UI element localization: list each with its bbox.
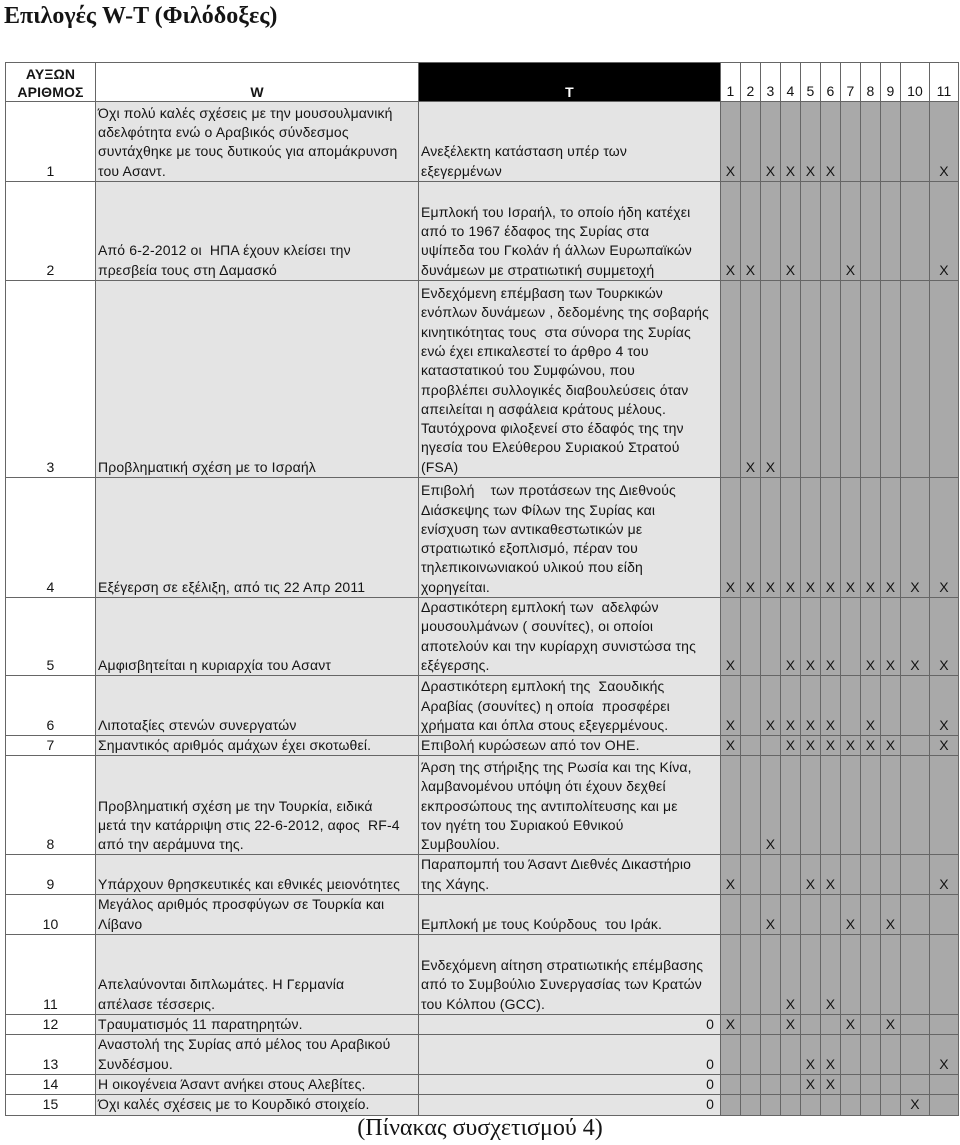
mark-cell [930,935,959,1015]
mark-cell: X [781,736,801,756]
mark-cell: X [930,102,959,182]
mark-cell: X [881,895,901,935]
mark-cell: X [821,676,841,736]
mark-cell [781,895,801,935]
mark-cell: X [801,736,821,756]
w-cell: Όχι πολύ καλές σχέσεις με την μουσουλμανική αδελφότητα ενώ ο Αραβικός σύνδεσμος συντάχθηκε με τους δυτικούς για απομάκρυνση του Ασαντ. [96,102,419,182]
mark-cell [741,935,761,1015]
t-cell: 0 [419,1074,721,1094]
table-row [6,1015,959,1035]
mark-cell: X [721,736,741,756]
mark-cell: X [721,855,741,895]
mark-cell [930,1015,959,1035]
t-cell: Ανεξέλεκτη κατάσταση υπέρ των εξεγερμένων [419,102,721,182]
mark-cell [781,1035,801,1075]
mark-cell [781,756,801,855]
header-index: ΑΥΞΩΝ ΑΡΙΘΜΟΣ [6,63,96,102]
mark-cell [861,1074,881,1094]
mark-cell [901,1035,930,1075]
mark-cell [741,102,761,182]
mark-cell [901,1015,930,1035]
mark-cell [861,102,881,182]
mark-cell: X [801,855,821,895]
mark-cell: X [821,855,841,895]
mark-cell: X [801,676,821,736]
t-cell: Εμπλοκή με τους Κούρδους του Ιράκ. [419,895,721,935]
mark-cell [881,676,901,736]
row-number-cell: 3 [6,281,96,478]
mark-cell: X [930,676,959,736]
mark-cell [761,1035,781,1075]
mark-cell: X [801,102,821,182]
mark-cell: X [721,1015,741,1035]
mark-cell [841,756,861,855]
mark-cell [721,935,741,1015]
mark-cell: X [841,895,861,935]
mark-cell: X [781,598,801,676]
mark-cell [901,756,930,855]
mark-cell [741,756,761,855]
mark-cell: X [821,935,841,1015]
header-col-10: 10 [901,63,930,102]
mark-cell [901,676,930,736]
header-col-11: 11 [930,63,959,102]
mark-cell [930,756,959,855]
table-row [6,676,959,736]
mark-cell [901,102,930,182]
mark-cell: X [761,756,781,855]
mark-cell [761,736,781,756]
mark-cell: X [930,182,959,281]
t-cell: Δραστικότερη εμπλοκή της Σαουδικής Αραβίας (σουνίτες) η οποία προσφέρει χρήματα και όπλα στους εξεγερμένους. [419,676,721,736]
t-cell: Επιβολή των προτάσεων της Διεθνούς Διάσκεψης των Φίλων της Συρίας και ενίσχυση των αντικαθεστωτικών με στρατιωτικό εξοπλισμό, πέραν του τηλεπικοινωνιακού υλικού που είδη χορηγείται. [419,478,721,598]
mark-cell [761,182,781,281]
row-number-cell: 12 [6,1015,96,1035]
mark-cell: X [930,598,959,676]
header-col-6: 6 [821,63,841,102]
mark-cell [801,1095,821,1115]
mark-cell: X [930,478,959,598]
mark-cell [881,1074,901,1094]
mark-cell [901,935,930,1015]
mark-cell [861,281,881,478]
mark-cell [781,855,801,895]
mark-cell [761,1015,781,1035]
table-row [6,756,959,855]
mark-cell: X [881,1015,901,1035]
header-col-7: 7 [841,63,861,102]
w-cell: Απελαύνονται διπλωμάτες. Η Γερμανία απέλασε τέσσερις. [96,935,419,1015]
mark-cell [841,1035,861,1075]
t-cell: 0 [419,1095,721,1115]
mark-cell [841,1095,861,1115]
header-t: T [419,63,721,102]
mark-cell [841,676,861,736]
t-cell: Ενδεχόμενη αίτηση στρατιωτικής επέμβασης από το Συμβούλιο Συνεργασίας των Κρατών του Κόλπου (GCC). [419,935,721,1015]
mark-cell [901,895,930,935]
mark-cell: X [861,736,881,756]
header-col-2: 2 [741,63,761,102]
mark-cell [841,598,861,676]
w-cell: Υπάρχουν θρησκευτικές και εθνικές μειονότητες [96,855,419,895]
row-number-cell: 14 [6,1074,96,1094]
mark-cell [821,1015,841,1035]
mark-cell [861,182,881,281]
mark-cell: X [861,478,881,598]
mark-cell: X [881,598,901,676]
mark-cell [930,281,959,478]
page-title: Επιλογές W-T (Φιλόδοξες) [4,3,278,29]
mark-cell: X [930,1035,959,1075]
mark-cell [721,1035,741,1075]
mark-cell: X [781,935,801,1015]
mark-cell: X [761,895,781,935]
mark-cell: X [821,1035,841,1075]
mark-cell: X [821,1074,841,1094]
mark-cell: X [721,676,741,736]
header-col-1: 1 [721,63,741,102]
mark-cell [741,855,761,895]
mark-cell [821,895,841,935]
header-col-4: 4 [781,63,801,102]
w-cell: Εξέγερση σε εξέλιξη, από τις 22 Απρ 2011 [96,478,419,598]
row-number-cell: 1 [6,102,96,182]
mark-cell [721,895,741,935]
mark-cell [741,1015,761,1035]
mark-cell [881,1095,901,1115]
mark-cell [861,1095,881,1115]
mark-cell [741,736,761,756]
mark-cell [761,1095,781,1115]
mark-cell [821,756,841,855]
mark-cell [741,1074,761,1094]
mark-cell: X [821,102,841,182]
mark-cell [761,935,781,1015]
mark-cell: X [901,598,930,676]
mark-cell [861,855,881,895]
mark-cell [881,1035,901,1075]
mark-cell [761,855,781,895]
mark-cell [821,1095,841,1115]
mark-cell [761,598,781,676]
mark-cell [841,935,861,1015]
mark-cell: X [881,478,901,598]
mark-cell: X [761,676,781,736]
mark-cell [881,281,901,478]
mark-cell [881,855,901,895]
mark-cell: X [841,736,861,756]
mark-cell [721,281,741,478]
w-cell: Αμφισβητείται η κυριαρχία του Ασαντ [96,598,419,676]
mark-cell: X [761,478,781,598]
table-row [6,281,959,478]
mark-cell [821,182,841,281]
mark-cell [721,1095,741,1115]
mark-cell [801,756,821,855]
header-col-5: 5 [801,63,821,102]
mark-cell [741,1035,761,1075]
mark-cell: X [781,676,801,736]
table-body [6,102,959,1116]
mark-cell [901,281,930,478]
mark-cell: X [721,598,741,676]
row-number-cell: 4 [6,478,96,598]
mark-cell [930,1074,959,1094]
mark-cell [721,1074,741,1094]
table-row [6,182,959,281]
mark-cell [861,756,881,855]
w-cell: Αναστολή της Συρίας από μέλος του Αραβικού Συνδέσμου. [96,1035,419,1075]
mark-cell: X [841,1015,861,1035]
header-w: W [96,63,419,102]
mark-cell: X [901,1095,930,1115]
mark-cell: X [781,1015,801,1035]
mark-cell [801,281,821,478]
mark-cell: X [801,1035,821,1075]
mark-cell: X [821,736,841,756]
mark-cell [930,1095,959,1115]
mark-cell [901,736,930,756]
mark-cell [741,676,761,736]
mark-cell: X [801,478,821,598]
mark-cell [781,1074,801,1094]
mark-cell [861,935,881,1015]
mark-cell [781,281,801,478]
w-cell: Τραυματισμός 11 παρατηρητών. [96,1015,419,1035]
t-cell: Δραστικότερη εμπλοκή των αδελφών μουσουλμάνων ( σουνίτες), οι οποίοι αποτελούν και την κυρίαρχη συνιστώσα της εξέγερσης. [419,598,721,676]
mark-cell [841,1074,861,1094]
table-row [6,935,959,1015]
row-number-cell: 6 [6,676,96,736]
mark-cell [741,598,761,676]
mark-cell [841,102,861,182]
table-row [6,102,959,182]
mark-cell [801,935,821,1015]
w-cell: Η οικογένεια Άσαντ ανήκει στους Αλεβίτες. [96,1074,419,1094]
correlation-table [5,62,959,1116]
mark-cell [881,182,901,281]
row-number-cell: 5 [6,598,96,676]
t-cell: Ενδεχόμενη επέμβαση των Τουρκικών ενόπλων δυνάμεων , δεδομένης της σοβαρής κινητικότητας τους στα σύνορα της Συρίας ενώ έχει επικαλεστεί το άρθρο 4 του καταστατικού του Συμφώνου, που προβλέπει συλλογικές διαβουλεύσεις όταν απειλείται η ασφάλεια κράτους μέλους. Ταυτόχρονα φιλοξενεί στο έδαφός της την ηγεσία του Ελεύθερου Συριακού Στρατού (FSA) [419,281,721,478]
mark-cell [801,1015,821,1035]
row-number-cell: 2 [6,182,96,281]
mark-cell [861,1015,881,1035]
mark-cell [761,1074,781,1094]
mark-cell: X [741,281,761,478]
mark-cell [881,756,901,855]
mark-cell: X [861,676,881,736]
mark-cell [841,281,861,478]
header-row [6,63,959,102]
mark-cell: X [930,855,959,895]
table-row [6,736,959,756]
t-cell: Εμπλοκή του Ισραήλ, το οποίο ήδη κατέχει από το 1967 έδαφος της Συρίας στα υψίπεδα του Γκολάν ή άλλων Ευρωπαϊκών δυνάμεων με στρατιωτική συμμετοχή [419,182,721,281]
mark-cell [881,935,901,1015]
mark-cell: X [781,478,801,598]
table-row [6,478,959,598]
row-number-cell: 7 [6,736,96,756]
t-cell: 0 [419,1015,721,1035]
w-cell: Όχι καλές σχέσεις με το Κουρδικό στοιχείο. [96,1095,419,1115]
mark-cell: X [781,182,801,281]
w-cell: Προβληματική σχέση με το Ισραήλ [96,281,419,478]
mark-cell: X [801,598,821,676]
mark-cell [741,1095,761,1115]
mark-cell: X [901,478,930,598]
w-cell: Προβληματική σχέση με την Τουρκία, ειδικά μετά την κατάρριψη στις 22-6-2012, αφος RF-4 από την αεράμυνα της. [96,756,419,855]
table-caption: (Πίνακας συσχετισμού 4) [357,1115,603,1141]
row-number-cell: 10 [6,895,96,935]
mark-cell: X [930,736,959,756]
w-cell: Από 6-2-2012 οι ΗΠΑ έχουν κλείσει την πρεσβεία τους στη Δαμασκό [96,182,419,281]
mark-cell [901,855,930,895]
table-row [6,1074,959,1094]
row-number-cell: 15 [6,1095,96,1115]
row-number-cell: 13 [6,1035,96,1075]
header-col-8: 8 [861,63,881,102]
mark-cell: X [861,598,881,676]
t-cell: Παραπομπή του Άσαντ Διεθνές Δικαστήριο της Χάγης. [419,855,721,895]
mark-cell: X [721,182,741,281]
mark-cell [861,1035,881,1075]
mark-cell: X [721,478,741,598]
mark-cell [821,281,841,478]
w-cell: Σημαντικός αριθμός αμάχων έχει σκοτωθεί. [96,736,419,756]
mark-cell: X [881,736,901,756]
w-cell: Λιποταξίες στενών συνεργατών [96,676,419,736]
mark-cell [901,1074,930,1094]
table-row [6,598,959,676]
mark-cell: X [821,598,841,676]
mark-cell [781,1095,801,1115]
mark-cell [841,855,861,895]
mark-cell: X [721,102,741,182]
mark-cell: X [761,281,781,478]
table-row [6,855,959,895]
mark-cell [881,102,901,182]
mark-cell: X [761,102,781,182]
mark-cell: X [801,1074,821,1094]
header-col-9: 9 [881,63,901,102]
table-row [6,1095,959,1115]
mark-cell: X [741,478,761,598]
mark-cell [801,182,821,281]
table-row [6,1035,959,1075]
mark-cell [901,182,930,281]
table-row [6,895,959,935]
mark-cell [861,895,881,935]
mark-cell: X [741,182,761,281]
t-cell: Άρση της στήριξης της Ρωσία και της Κίνα, λαμβανομένου υπόψη ότι έχουν δεχθεί εκπροσώπους της αντιπολίτευσης και με τον ηγέτη του Συριακού Εθνικού Συμβουλίου. [419,756,721,855]
mark-cell: X [841,478,861,598]
mark-cell [930,895,959,935]
mark-cell [801,895,821,935]
mark-cell [741,895,761,935]
mark-cell: X [781,102,801,182]
header-col-3: 3 [761,63,781,102]
mark-cell: X [841,182,861,281]
mark-cell: X [821,478,841,598]
w-cell: Μεγάλος αριθμός προσφύγων σε Τουρκία και Λίβανο [96,895,419,935]
t-cell: 0 [419,1035,721,1075]
mark-cell [721,756,741,855]
row-number-cell: 9 [6,855,96,895]
table-header [6,63,959,102]
row-number-cell: 11 [6,935,96,1015]
t-cell: Επιβολή κυρώσεων από τον ΟΗΕ. [419,736,721,756]
row-number-cell: 8 [6,756,96,855]
